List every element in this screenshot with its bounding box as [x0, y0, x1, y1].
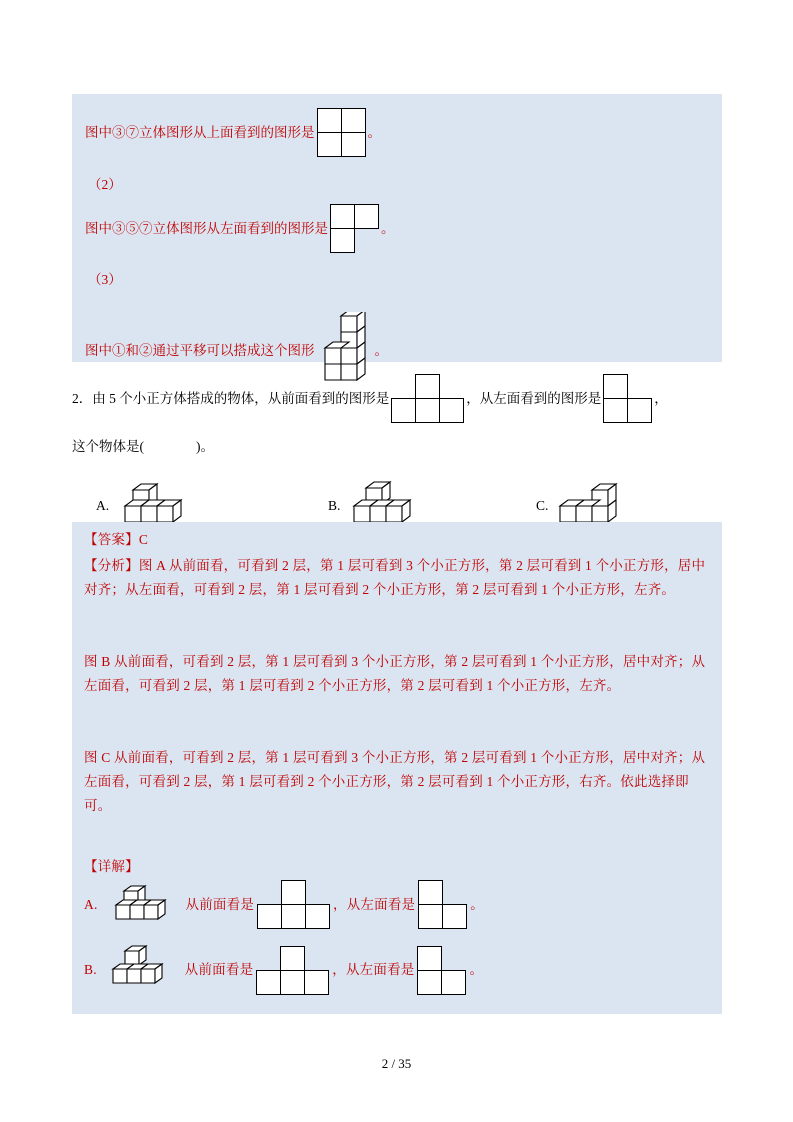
top-line-2-text: 图中③⑤⑦立体图形从左面看到的图形是 [85, 220, 328, 236]
question-2-text-d: 这个物体是( [72, 439, 144, 454]
question-2-stem-line2 [72, 436, 214, 458]
question-2-stem [72, 374, 732, 423]
detail-b-option: B. [84, 962, 97, 977]
detail-row-b [84, 945, 483, 995]
question-2-text-b: ，从左面看到的图形是 [466, 390, 602, 406]
detail-a-comma: ， [333, 896, 347, 912]
top-line-2 [85, 204, 705, 253]
question-2-left-view [603, 374, 652, 423]
top-line-2-period: 。 [381, 220, 395, 236]
analysis-text-3: 图 C 从前面看，可看到 2 层，第 1 层可看到 3 个小正方形，第 2 层可看到 1 个小正方形，居中对齐；从左面看，可看到 2 层，第 1 层可看到 2 个小正方形，第 2 层可看到 1 个小正方形，右齐。依此选择即可。 [84, 750, 706, 813]
detail-row-a [84, 880, 484, 929]
detail-a-option: A. [84, 896, 98, 912]
detail-b-comma: ， [332, 962, 346, 977]
option-c-label: C. [536, 498, 549, 513]
top-line-1-period: 。 [367, 124, 381, 140]
detail-a-front-view [257, 880, 330, 929]
left-view-shape-2 [330, 204, 379, 253]
option-b-label: B. [328, 498, 341, 513]
answer-line [84, 528, 714, 552]
analysis-label: 【分析】 [84, 558, 139, 573]
top-view-shape-1 [317, 108, 366, 157]
analysis-text-2: 图 B 从前面看，可看到 2 层，第 1 层可看到 3 个小正方形，第 2 层可看到 1 个小正方形，居中对齐；从左面看，可看到 2 层，第 1 层可看到 2 个小正方形，第 2 层可看到 1 个小正方形，左齐。 [84, 654, 706, 693]
detail-label-line [84, 855, 712, 879]
detail-b-front-view [256, 946, 329, 995]
analysis-paragraph-3 [84, 746, 712, 818]
top-line-3-text: 图中①和②通过平移可以搭成这个图形 [85, 343, 315, 358]
detail-a-figure [104, 883, 180, 927]
question-2-options [72, 460, 732, 522]
top-line-3-period: 。 [374, 343, 388, 358]
detail-b-front-text: 从前面看是 [184, 962, 254, 977]
analysis-paragraph-1 [84, 554, 712, 602]
question-2-number: 2． [72, 390, 93, 406]
detail-b-left-view [417, 946, 466, 995]
detail-b-figure [103, 945, 179, 995]
detail-b-period: 。 [469, 962, 484, 977]
answer-value: C [138, 532, 149, 547]
analysis-paragraph-2 [84, 650, 712, 698]
top-label-2: （2） [88, 177, 122, 192]
detail-a-front-text: 从前面看是 [185, 896, 255, 912]
top-label-3: （3） [88, 272, 122, 287]
question-2-text-a: 由 5 个小正方体搭成的物体，从前面看到的图形是 [92, 390, 390, 406]
question-2-front-view [391, 374, 464, 423]
top-line-1-text: 图中③⑦立体图形从上面看到的图形是 [85, 124, 315, 140]
detail-a-left-text: 从左面看是 [346, 896, 416, 912]
page-footer: 2 / 35 [381, 1056, 412, 1071]
answer-label: 【答案】 [84, 532, 139, 547]
detail-a-left-view [418, 880, 467, 929]
question-2-text-c: ， [654, 390, 668, 406]
question-2-text-e: )。 [196, 439, 214, 454]
detail-a-period: 。 [470, 896, 484, 912]
top-line-1 [85, 108, 705, 157]
detail-label: 【详解】 [84, 859, 139, 874]
detail-b-left-text: 从左面看是 [345, 962, 415, 977]
analysis-text-1: 图 A 从前面看，可看到 2 层，第 1 层可看到 3 个小正方形，第 2 层可看到 1 个小正方形，居中对齐；从左面看，可看到 2 层，第 1 层可看到 2 个小正方形，第 2 层可看到 1 个小正方形，左齐。 [84, 558, 706, 597]
option-a-label: A. [96, 498, 110, 513]
